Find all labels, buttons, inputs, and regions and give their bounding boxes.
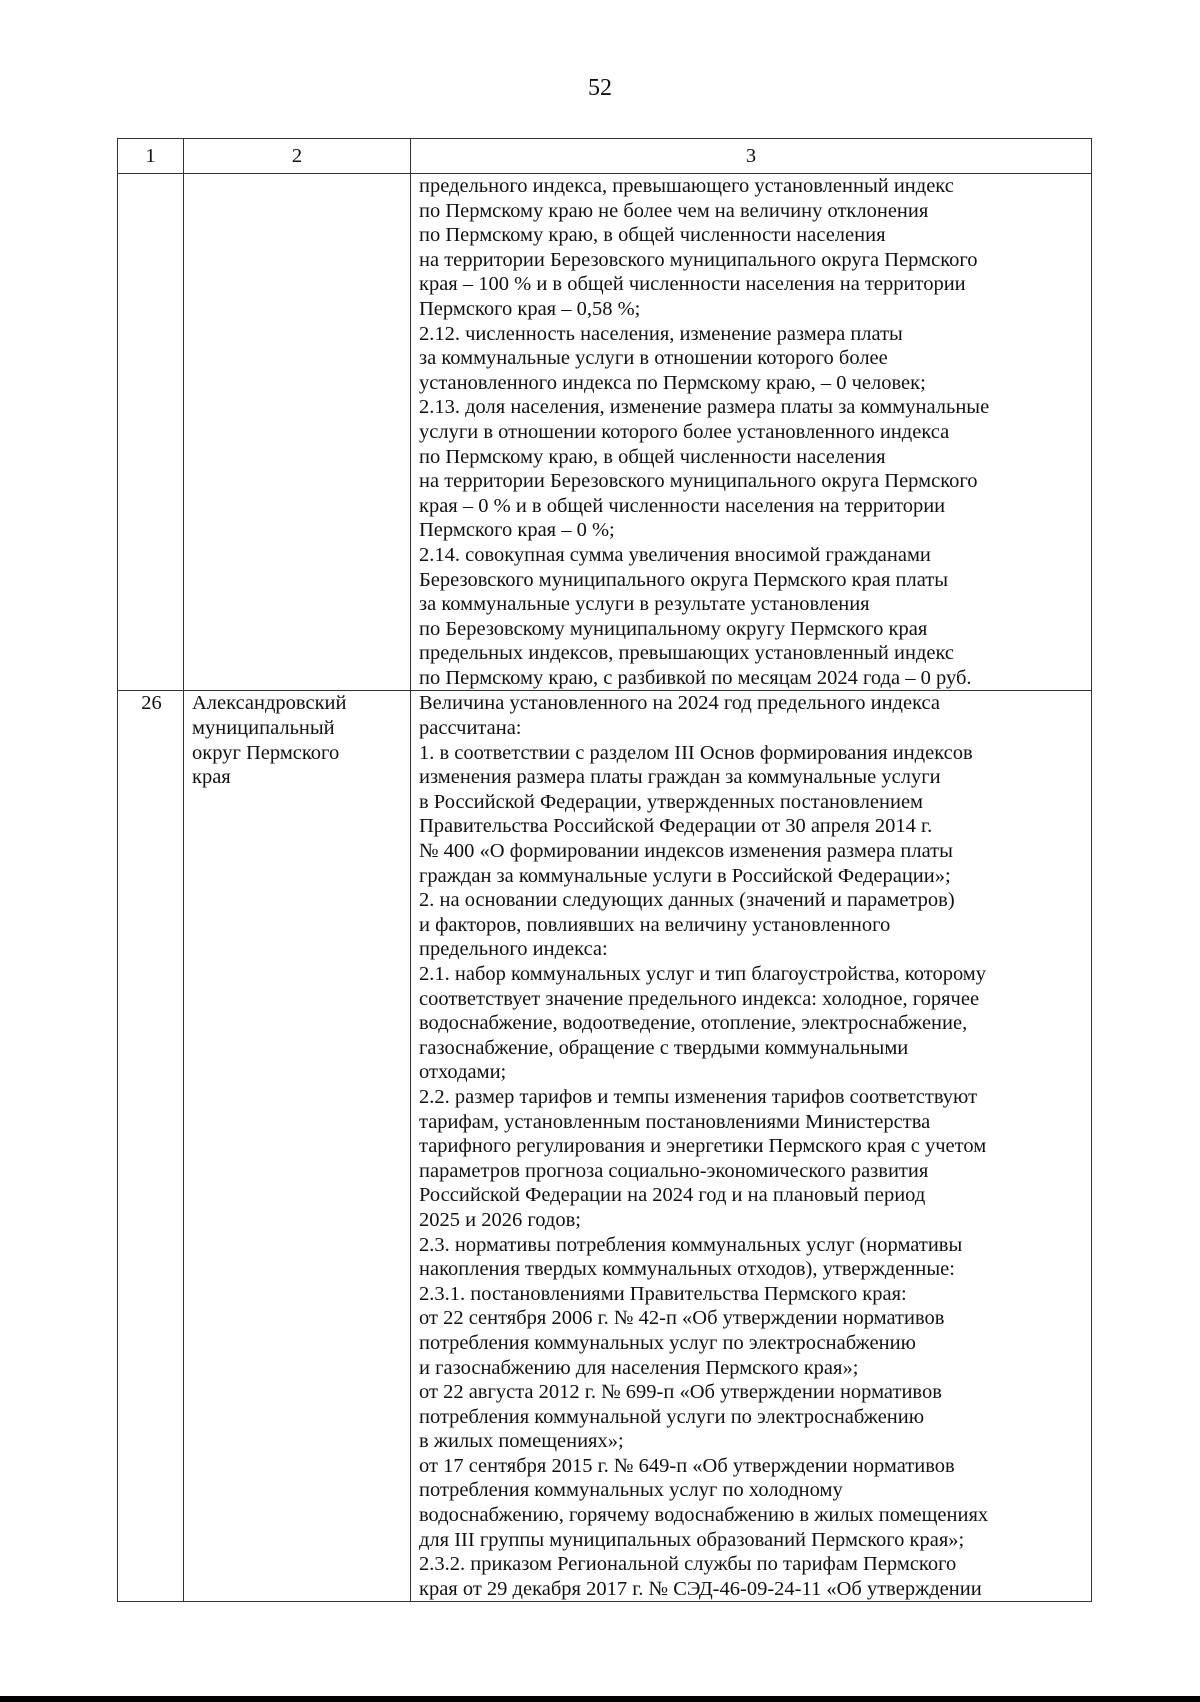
content-line: края – 0 % и в общей численности населения на территории bbox=[419, 494, 946, 517]
content-line: по Пермскому краю, с разбивкой по месяцам 2024 года – 0 руб. bbox=[419, 666, 972, 689]
content-line: изменения размера платы граждан за коммунальные услуги bbox=[419, 766, 941, 789]
content-line: 2.12. численность населения, изменение размера платы bbox=[419, 322, 903, 345]
content-line: 2.14. совокупная сумма увеличения вносимой гражданами bbox=[419, 543, 931, 566]
content-line: по Пермскому краю не более чем на величину отклонения bbox=[419, 199, 929, 222]
content-line: края – 100 % и в общей численности населения на территории bbox=[419, 273, 966, 296]
content-line: на территории Березовского муниципального округа Пермского bbox=[419, 248, 978, 271]
content-line: № 400 «О формировании индексов изменения размера платы bbox=[419, 840, 953, 863]
content-line: параметров прогноза социально-экономического развития bbox=[419, 1159, 929, 1182]
municipality-name bbox=[184, 691, 411, 1602]
municipality-name-line: округ Пермского bbox=[192, 741, 340, 764]
table-row bbox=[118, 691, 1092, 1602]
column-header-number: 1 bbox=[118, 139, 184, 174]
row-content bbox=[411, 174, 1092, 691]
column-header-name: 2 bbox=[184, 139, 411, 174]
content-line: по Березовскому муниципальному округу Пермского края bbox=[419, 617, 928, 640]
content-line: услуги в отношении которого более установленного индекса bbox=[419, 420, 950, 443]
municipality-name-line: Александровский bbox=[192, 692, 347, 715]
content-line: 2.3. нормативы потребления коммунальных услуг (нормативы bbox=[419, 1233, 963, 1256]
content-line: в Российской Федерации, утвержденных постановлением bbox=[419, 790, 924, 813]
content-line: от 17 сентября 2015 г. № 649-п «Об утверждении нормативов bbox=[419, 1454, 955, 1477]
content-line: за коммунальные услуги в отношении которого более bbox=[419, 347, 888, 370]
content-line: соответствует значение предельного индекса: холодное, горячее bbox=[419, 987, 980, 1010]
content-line: установленного индекса по Пермскому краю, – 0 человек; bbox=[419, 371, 926, 394]
content-line: и факторов, повлиявших на величину установленного bbox=[419, 913, 891, 936]
content-line: от 22 августа 2012 г. № 699-п «Об утверждении нормативов bbox=[419, 1381, 942, 1404]
content-line: Величина установленного на 2024 год предельного индекса bbox=[419, 692, 940, 715]
content-line: газоснабжение, обращение с твердыми коммунальными bbox=[419, 1036, 909, 1059]
table-row bbox=[118, 174, 1092, 691]
content-line: потребления коммунальных услуг по электроснабжению bbox=[419, 1331, 916, 1354]
column-header-content: 3 bbox=[411, 139, 1092, 174]
content-line: края от 29 декабря 2017 г. № СЭД-46-09-24-11 «Об утверждении bbox=[419, 1577, 982, 1600]
content-line: в жилых помещениях»; bbox=[419, 1430, 624, 1453]
content-line: предельного индекса: bbox=[419, 938, 608, 961]
content-line: тарифам, установленным постановлениями Министерства bbox=[419, 1110, 931, 1133]
content-line: Пермского края – 0 %; bbox=[419, 519, 615, 542]
content-line: водоснабжению, горячему водоснабжению в жилых помещениях bbox=[419, 1504, 989, 1527]
content-line: рассчитана: bbox=[419, 717, 522, 740]
content-line: 2025 и 2026 годов; bbox=[419, 1208, 581, 1231]
content-line: от 22 сентября 2006 г. № 42-п «Об утверждении нормативов bbox=[419, 1307, 945, 1330]
content-line: по Пермскому краю, в общей численности населения bbox=[419, 445, 886, 468]
content-line: на территории Березовского муниципального округа Пермского bbox=[419, 470, 978, 493]
municipality-name bbox=[184, 174, 411, 691]
content-line: водоснабжение, водоотведение, отопление, электроснабжение, bbox=[419, 1012, 968, 1035]
content-line: 2.2. размер тарифов и темпы изменения тарифов соответствуют bbox=[419, 1085, 978, 1108]
content-line: за коммунальные услуги в результате установления bbox=[419, 593, 870, 616]
content-line: потребления коммунальных услуг по холодному bbox=[419, 1479, 843, 1502]
content-line: тарифного регулирования и энергетики Пермского края с учетом bbox=[419, 1135, 987, 1158]
content-line: и газоснабжению для населения Пермского края»; bbox=[419, 1356, 859, 1379]
content-line: 2. на основании следующих данных (значений и параметров) bbox=[419, 889, 955, 912]
document-table bbox=[117, 138, 1092, 1602]
table-header-row bbox=[118, 139, 1092, 174]
content-line: 2.3.2. приказом Региональной службы по тарифам Пермского bbox=[419, 1553, 957, 1576]
page-number: 52 bbox=[588, 75, 612, 101]
content-line: потребления коммунальной услуги по электроснабжению bbox=[419, 1405, 925, 1428]
content-line: накопления твердых коммунальных отходов), утвержденные: bbox=[419, 1258, 955, 1281]
content-line: 2.1. набор коммунальных услуг и тип благоустройства, которому bbox=[419, 963, 987, 985]
scan-edge bbox=[0, 1696, 1200, 1702]
municipality-name-line: края bbox=[192, 766, 231, 789]
content-line: 2.13. доля населения, изменение размера платы за коммунальные bbox=[419, 396, 990, 419]
content-line: Российской Федерации на 2024 год и на плановый период bbox=[419, 1184, 926, 1207]
content-line: предельного индекса, превышающего установленный индекс bbox=[419, 175, 954, 197]
content-line: по Пермскому краю, в общей численности населения bbox=[419, 224, 886, 247]
municipality-name-line: муниципальный bbox=[192, 717, 335, 740]
content-line: 2.3.1. постановлениями Правительства Пермского края: bbox=[419, 1282, 907, 1305]
content-line: для III группы муниципальных образований Пермского края»; bbox=[419, 1528, 965, 1551]
row-number bbox=[118, 174, 184, 691]
row-content bbox=[411, 691, 1092, 1602]
content-line: отходами; bbox=[419, 1061, 507, 1084]
content-line: граждан за коммунальные услуги в Российской Федерации»; bbox=[419, 864, 951, 887]
content-line: предельных индексов, превышающих установленный индекс bbox=[419, 642, 955, 665]
content-line: Правительства Российской Федерации от 30 апреля 2014 г. bbox=[419, 815, 933, 838]
row-number: 26 bbox=[118, 691, 184, 1602]
content-line: 1. в соответствии с разделом III Основ формирования индексов bbox=[419, 741, 973, 764]
content-line: Пермского края – 0,58 %; bbox=[419, 297, 641, 320]
content-line: Березовского муниципального округа Пермского края платы bbox=[419, 568, 949, 591]
